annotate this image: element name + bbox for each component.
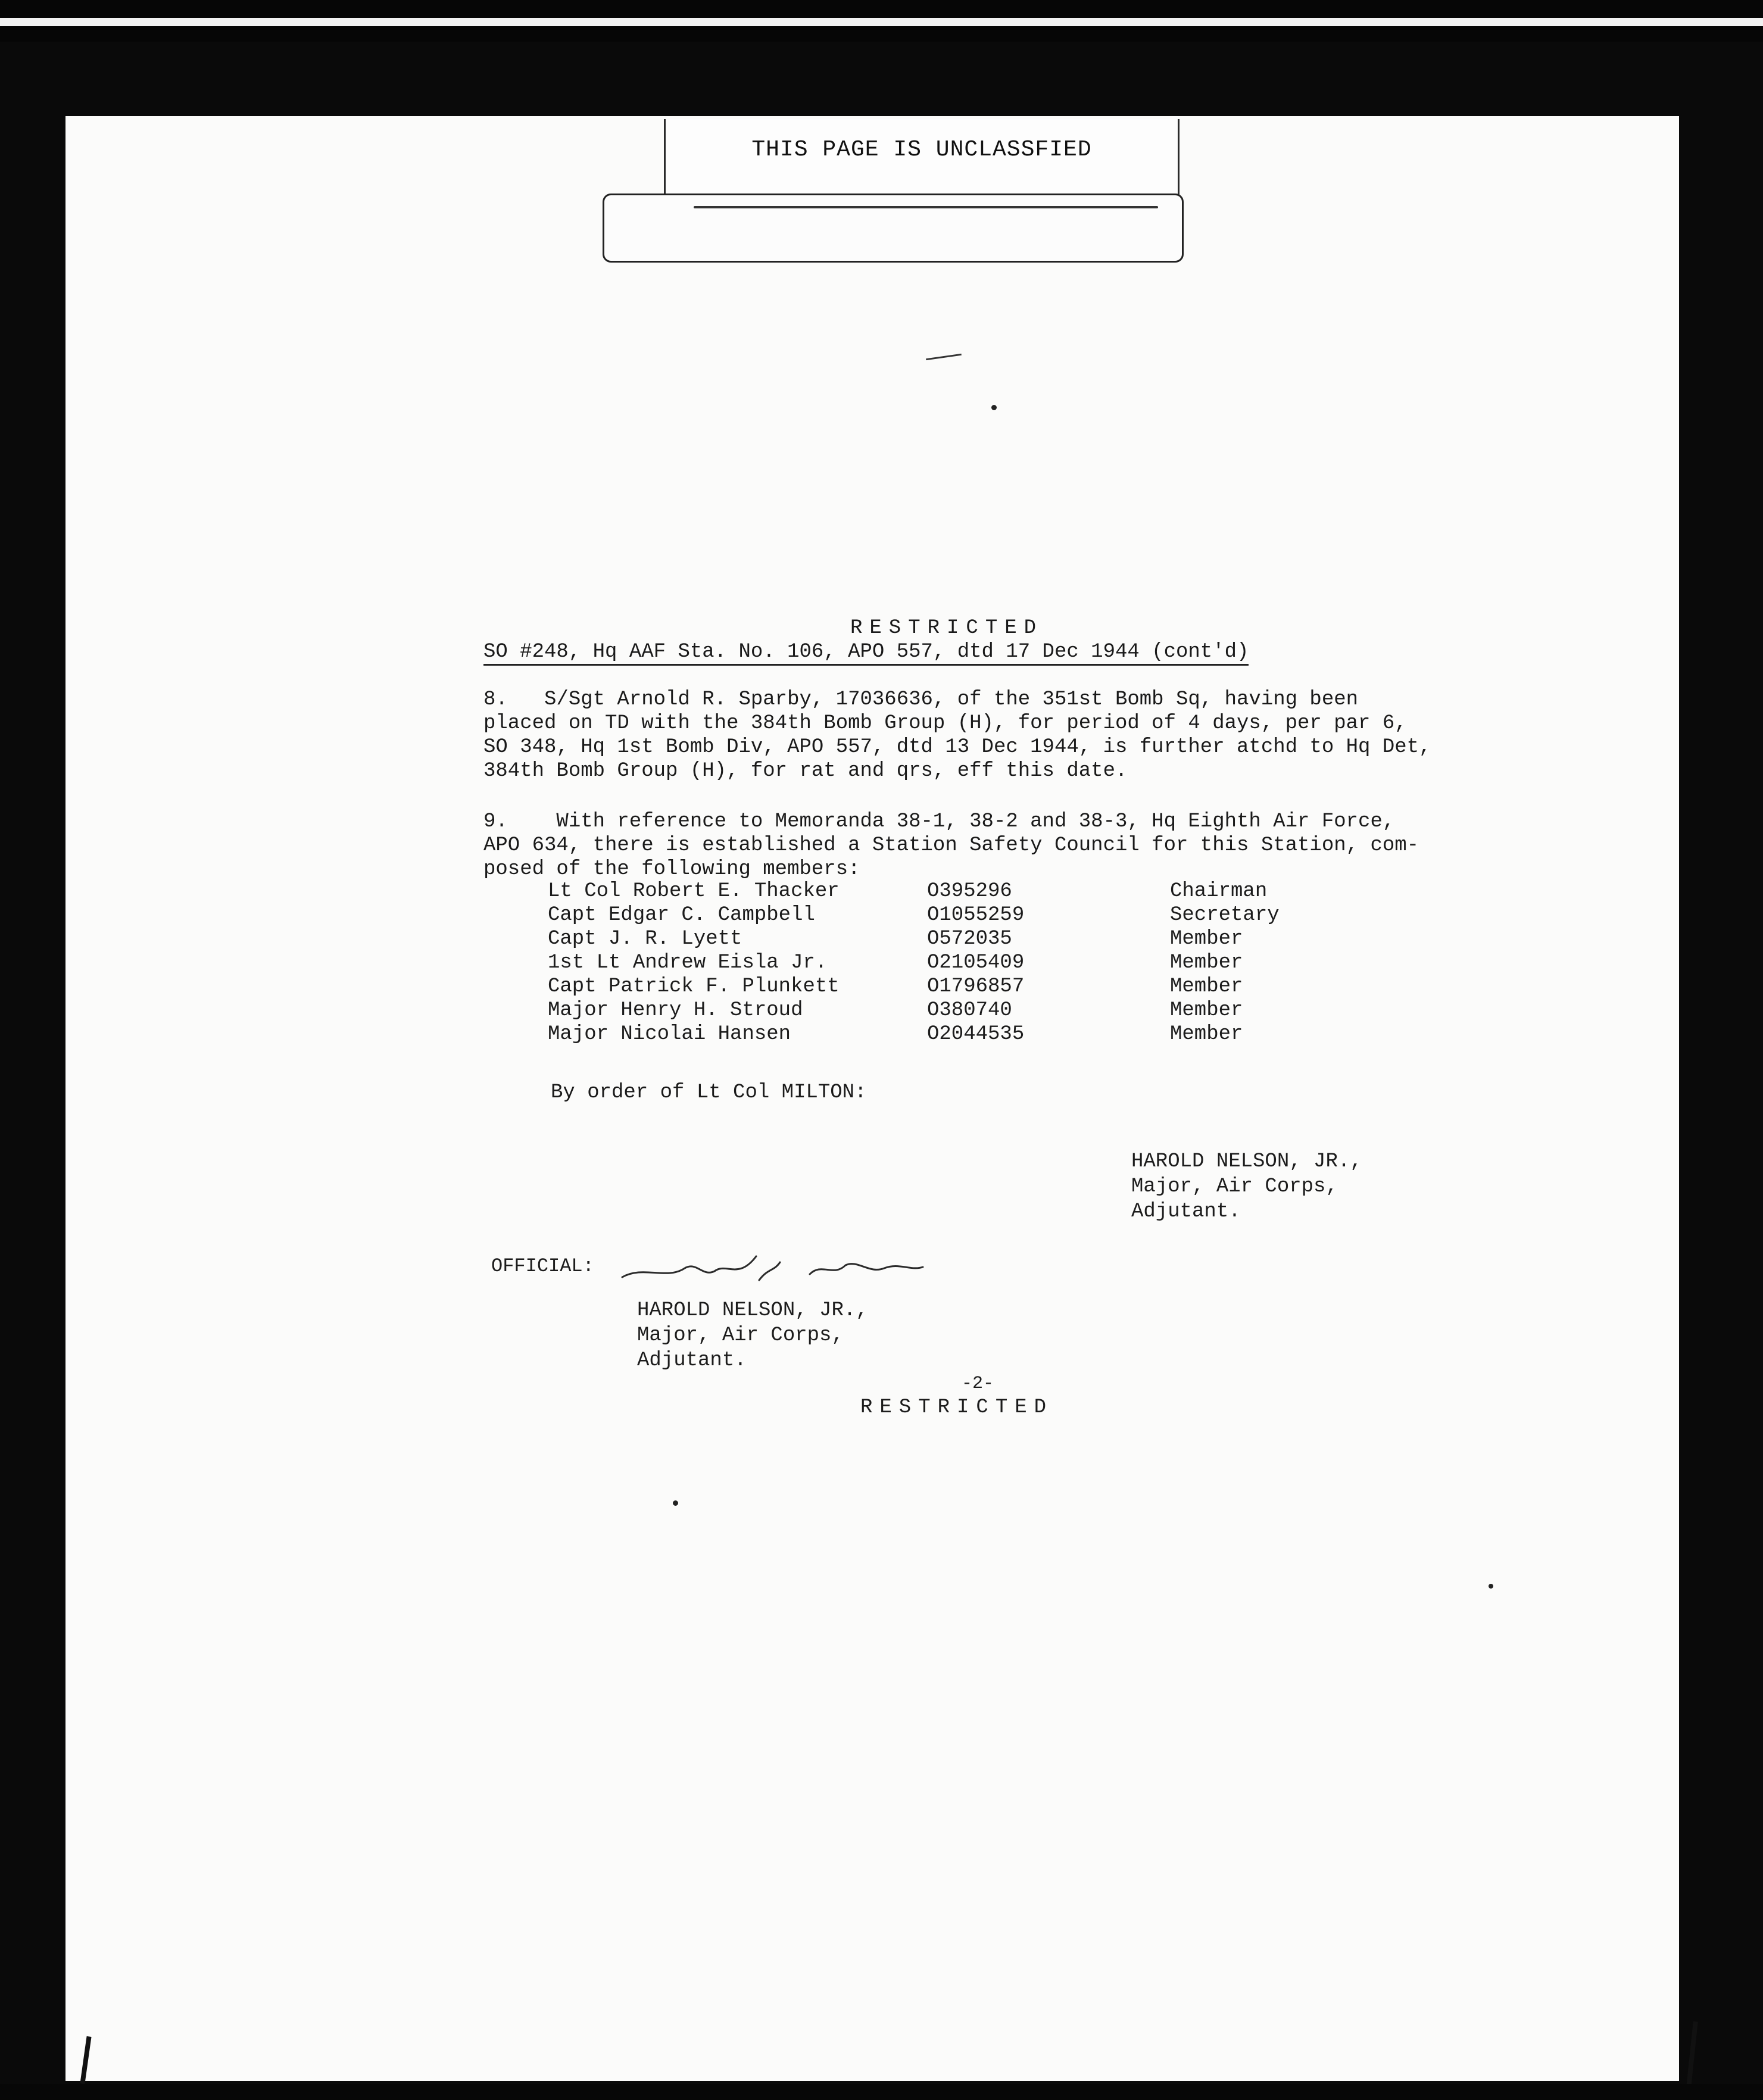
signature-line: Major, Air Corps, xyxy=(1131,1175,1338,1198)
page-number: -2- xyxy=(962,1374,994,1394)
para9-line: posed of the following members: xyxy=(483,858,860,881)
council-members-list xyxy=(548,880,1381,1047)
member-row xyxy=(548,1023,1381,1047)
member-serial: O395296 xyxy=(927,880,1012,903)
member-role: Member xyxy=(1170,951,1243,974)
para8-line: SO 348, Hq 1st Bomb Div, APO 557, dtd 13 Dec 1944, is further atchd to Hq Det, xyxy=(483,736,1431,759)
para8-line: 384th Bomb Group (H), for rat and qrs, eff this date. xyxy=(483,760,1128,782)
member-name: 1st Lt Andrew Eisla Jr. xyxy=(548,951,828,974)
member-role: Member xyxy=(1170,1023,1243,1046)
member-name: Major Nicolai Hansen xyxy=(548,1023,791,1046)
unclassified-stamp xyxy=(664,119,1180,202)
signature-line: Adjutant. xyxy=(1131,1200,1241,1223)
document-page xyxy=(65,116,1679,2081)
member-name: Capt Edgar C. Campbell xyxy=(548,904,815,926)
member-role: Member xyxy=(1170,999,1243,1022)
member-role: Member xyxy=(1170,975,1243,998)
member-serial: O2044535 xyxy=(927,1023,1025,1046)
signature-block xyxy=(1131,1149,1362,1224)
para9-line: 9. With reference to Memoranda 38-1, 38-2 and 38-3, Hq Eighth Air Force, xyxy=(483,810,1395,833)
header-classification: RESTRICTED xyxy=(850,617,1044,639)
header-reference: SO #248, Hq AAF Sta. No. 106, APO 557, dtd 17 Dec 1944 (cont'd) xyxy=(483,640,1249,666)
stamp-text: THIS PAGE IS UNCLASSFIED xyxy=(751,137,1092,163)
member-serial: O1796857 xyxy=(927,975,1025,998)
member-role: Secretary xyxy=(1170,904,1280,926)
bottom-scan-border xyxy=(0,2084,1763,2100)
member-row xyxy=(548,880,1381,904)
member-row xyxy=(548,904,1381,928)
member-name: Capt Patrick F. Plunkett xyxy=(548,975,840,998)
signature-line: HAROLD NELSON, JR., xyxy=(1131,1150,1362,1173)
top-scan-border xyxy=(0,0,1763,42)
scan-edge-mark xyxy=(1686,2021,1698,2087)
para9-line: APO 634, there is established a Station Safety Council for this Station, com- xyxy=(483,834,1419,857)
official-label: OFFICIAL: xyxy=(491,1255,594,1277)
member-row xyxy=(548,951,1381,975)
member-name: Capt J. R. Lyett xyxy=(548,928,742,950)
member-role: Member xyxy=(1170,928,1243,950)
member-row xyxy=(548,975,1381,999)
footer-classification: RESTRICTED xyxy=(860,1396,1054,1419)
para8-line: placed on TD with the 384th Bomb Group (H), for period of 4 days, per par 6, xyxy=(483,712,1407,735)
para8-line: 8. S/Sgt Arnold R. Sparby, 17036636, of the 351st Bomb Sq, having been xyxy=(483,688,1359,711)
order-line: By order of Lt Col MILTON: xyxy=(551,1081,867,1104)
scan-speck xyxy=(1489,1584,1493,1589)
member-name: Lt Col Robert E. Thacker xyxy=(548,880,840,903)
member-serial: O380740 xyxy=(927,999,1012,1022)
handwritten-signature xyxy=(619,1244,929,1292)
member-serial: O1055259 xyxy=(927,904,1025,926)
member-row xyxy=(548,999,1381,1023)
scan-speck xyxy=(991,405,997,410)
member-row xyxy=(548,928,1381,951)
member-name: Major Henry H. Stroud xyxy=(548,999,803,1022)
official-line: Adjutant. xyxy=(637,1349,747,1372)
official-line: HAROLD NELSON, JR., xyxy=(637,1299,868,1322)
official-line: Major, Air Corps, xyxy=(637,1324,844,1347)
scan-speck xyxy=(673,1500,678,1506)
member-serial: O2105409 xyxy=(927,951,1025,974)
member-serial: O572035 xyxy=(927,928,1012,950)
member-role: Chairman xyxy=(1170,880,1268,903)
stamp-tab xyxy=(603,194,1184,263)
official-block xyxy=(637,1298,868,1373)
